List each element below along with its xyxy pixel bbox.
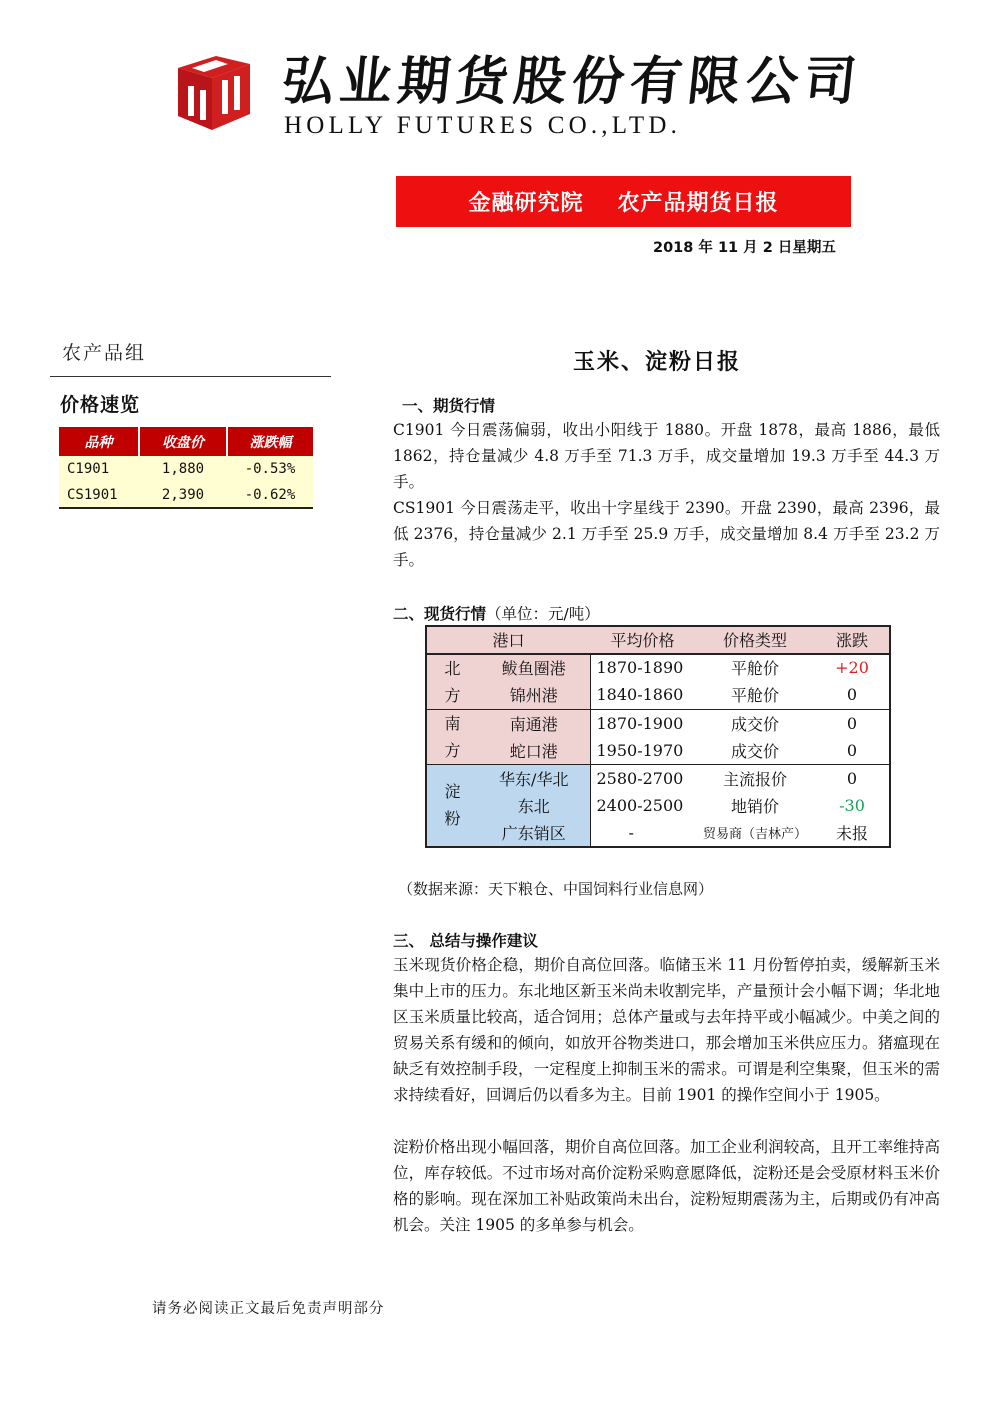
quick-change: -0.53% [227, 456, 313, 482]
spot-region-starch: 淀 粉 [426, 764, 478, 847]
spot-avg: 1870-1900 [590, 709, 695, 737]
company-logo-icon [170, 50, 254, 132]
table-row [426, 709, 890, 737]
sidebar-divider [50, 376, 331, 377]
spot-avg: 2580-2700 [590, 764, 695, 792]
spot-port: 广东销区 [478, 819, 590, 847]
spot-type: 主流报价 [695, 764, 815, 792]
spot-avg: - [628, 822, 634, 842]
spot-change: 0 [815, 764, 890, 792]
table-row [426, 737, 890, 765]
section-summary-title: 三、 总结与操作建议 [393, 932, 538, 950]
spot-change: 0 [815, 709, 890, 737]
spot-port: 东北 [478, 792, 590, 820]
spot-port: 南通港 [478, 709, 590, 737]
disclaimer-footer: 请务必阅读正文最后免责声明部分 [152, 1301, 385, 1317]
spot-change: -30 [839, 795, 865, 815]
spot-port: 华东/华北 [478, 764, 590, 792]
quick-code: C1901 [59, 456, 139, 482]
report-title: 玉米、淀粉日报 [573, 350, 742, 375]
company-name-en: HOLLY FUTURES CO.,LTD. [284, 112, 682, 139]
spot-change: 未报 [835, 823, 868, 843]
spot-header-row [426, 626, 890, 654]
spot-header-avg: 平均价格 [590, 626, 695, 654]
futures-paragraph-corn: C1901 今日震荡偏弱，收出小阳线于 1880。开盘 1878，最高 1886，最低 1862，持仓量减少 4.8 万手至 71.3 万手，成交量增加 19.3 万手至 44.3 万手。 [393, 421, 940, 491]
quick-header-change: 涨跌幅 [227, 427, 313, 456]
quick-header-variety: 品种 [59, 427, 139, 456]
spot-type: 贸易商（吉林产） [702, 826, 807, 842]
spot-header-change: 涨跌 [815, 626, 890, 654]
spot-region-north: 北 方 [426, 654, 478, 710]
spot-header-port: 港口 [426, 626, 590, 654]
section-spot-unit: （单位：元/吨） [486, 605, 600, 623]
spot-type: 成交价 [695, 709, 815, 737]
section-spot-title [393, 602, 600, 624]
summary-paragraph-corn: 玉米现货价格企稳，期价自高位回落。临储玉米 11 月份暂停拍卖，缓解新玉米集中上市的压力。东北地区新玉米尚未收割完毕，产量预计会小幅下调；华北地区玉米质量比较高，适合饲用；总体产量或与去年持平或小幅减少。中美之间的贸易关系有缓和的倾向，如放开谷物类进口，那会增加玉米供应压力。猪瘟现在缺乏有效控制手段，一定程度上抑制玉米的需求。可谓是利空集聚，但玉米的需求持续看好，回调后仍以看多为主。目前 1901 的操作空间小于 1905。 [393, 956, 940, 1104]
spot-region-south: 南 方 [426, 709, 478, 764]
spot-port: 鲅鱼圈港 [478, 654, 590, 682]
spot-change: 0 [846, 685, 858, 705]
report-banner [396, 176, 851, 227]
table-row [426, 681, 890, 709]
spot-avg: 1950-1970 [596, 740, 684, 760]
quick-view-title: 价格速览 [60, 394, 141, 416]
spot-type: 平舱价 [730, 659, 779, 679]
spot-port: 锦州港 [478, 681, 590, 709]
quick-code: CS1901 [59, 482, 139, 508]
spot-price-table [425, 625, 891, 848]
section-futures-title: 一、期货行情 [402, 397, 496, 415]
summary-paragraph-starch: 淀粉价格出现小幅回落，期价自高位回落。加工企业利润较高，且开工率维持高位，库存较低。不过市场对高价淀粉采购意愿降低，淀粉还是会受原材料玉米价格的影响。现在深加工补贴政策尚未出台，淀粉短期震荡为主，后期或仍有冲高机会。关注 1905 的多单参与机会。 [393, 1138, 940, 1234]
table-row [426, 654, 890, 682]
data-source-note: （数据来源：天下粮仓、中国饲料行业信息网） [398, 880, 714, 898]
quick-close: 2,390 [139, 482, 227, 508]
futures-paragraph-starch: CS1901 今日震荡走平，收出十字星线于 2390。开盘 2390，最高 2396，最低 2376，持仓量减少 2.1 万手至 25.9 万手，成交量增加 8.4 万手至 23.2 万手。 [393, 499, 940, 569]
spot-change: +20 [835, 658, 869, 678]
spot-port: 蛇口港 [478, 737, 590, 765]
company-name-cn: 弘业期货股份有限公司 [278, 51, 866, 112]
banner-report: 农产品期货日报 [617, 191, 779, 216]
table-row [426, 764, 890, 792]
table-row [59, 482, 313, 508]
banner-dept: 金融研究院 [468, 191, 584, 216]
spot-avg: 1870-1890 [596, 658, 684, 678]
quick-view-table [59, 427, 313, 509]
quick-view-header [59, 427, 313, 456]
spot-avg: 2400-2500 [596, 795, 684, 815]
quick-close: 1,880 [139, 456, 227, 482]
spot-avg: 1840-1860 [596, 685, 684, 705]
table-row [426, 792, 890, 820]
table-row [426, 819, 890, 847]
section-spot-label: 二、现货行情 [393, 605, 487, 623]
quick-change: -0.62% [227, 482, 313, 508]
report-date: 2018 年 11 月 2 日星期五 [653, 240, 836, 256]
spot-type: 平舱价 [730, 686, 779, 706]
spot-header-type: 价格类型 [695, 626, 815, 654]
quick-header-close: 收盘价 [139, 427, 227, 456]
group-label: 农产品组 [62, 342, 147, 364]
table-row [59, 456, 313, 482]
spot-change: 0 [846, 740, 858, 760]
spot-type: 成交价 [730, 741, 779, 761]
spot-type: 地销价 [730, 796, 779, 816]
